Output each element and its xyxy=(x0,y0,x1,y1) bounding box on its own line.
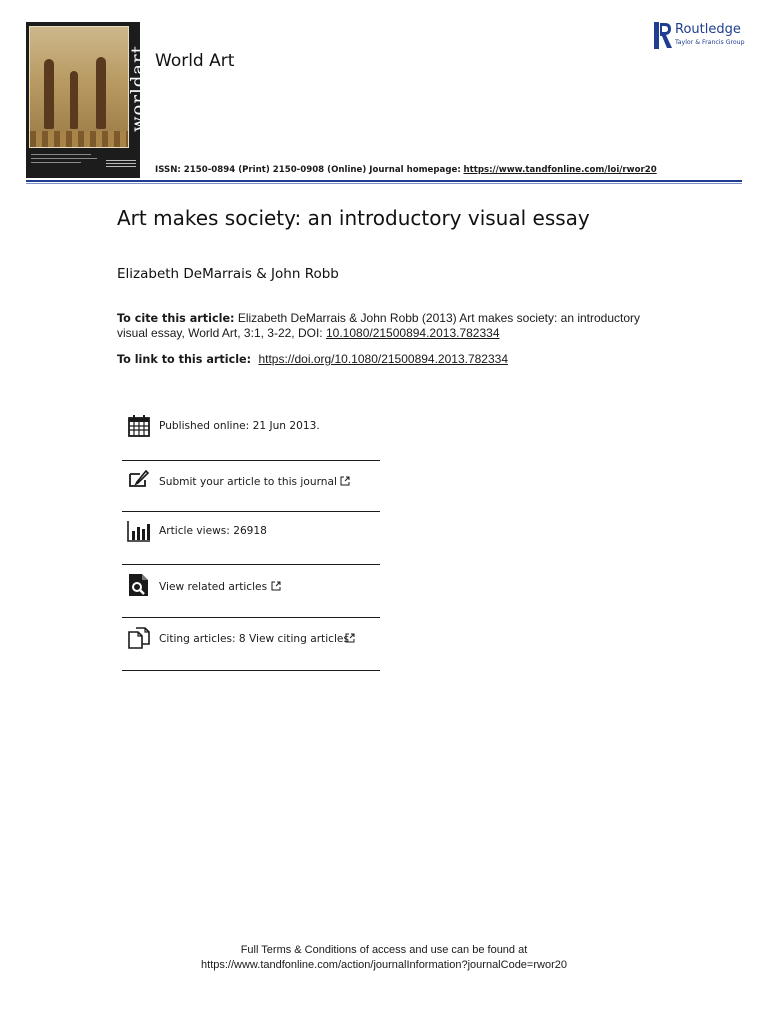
article-doi-link[interactable]: https://doi.org/10.1080/21500894.2013.782334 xyxy=(258,352,509,366)
edit-icon xyxy=(127,467,151,491)
journal-name: World Art xyxy=(155,51,235,71)
submit-article-item[interactable] xyxy=(122,460,380,512)
citation-block xyxy=(117,311,657,341)
cite-doi-link[interactable]: 10.1080/21500894.2013.782334 xyxy=(325,326,500,340)
publisher-name: Routledge xyxy=(675,22,741,37)
header-divider xyxy=(26,180,742,182)
external-link-icon xyxy=(340,476,350,486)
related-articles-item[interactable] xyxy=(122,565,380,618)
publisher-group: Taylor & Francis Group xyxy=(675,39,745,46)
cite-text: Elizabeth DeMarrais & John Robb (2013) Art makes society: an introductory visual essay, World Art, 3:1, 3-22, DOI: xyxy=(117,311,641,340)
published-online-item xyxy=(122,405,380,460)
article-link-block xyxy=(117,352,508,366)
copy-documents-icon xyxy=(127,626,151,650)
external-link-icon xyxy=(271,581,281,591)
bar-chart-icon xyxy=(127,519,151,543)
routledge-r-icon xyxy=(654,22,672,49)
related-articles-link[interactable]: View related articles xyxy=(159,581,268,593)
citing-articles-item[interactable] xyxy=(122,618,380,671)
cover-title: worldart xyxy=(127,45,149,132)
terms-footer xyxy=(0,943,768,973)
article-views-item xyxy=(122,512,380,565)
published-online-text: Published online: 21 Jun 2013. xyxy=(159,420,320,432)
cover-publisher-mark xyxy=(106,160,136,170)
cover-text-lines xyxy=(31,154,97,166)
header-divider-secondary xyxy=(26,183,742,184)
article-authors: Elizabeth DeMarrais & John Robb xyxy=(117,266,339,282)
journal-homepage-link[interactable]: https://www.tandfonline.com/loi/rwor20 xyxy=(463,165,657,175)
article-info-list xyxy=(122,405,380,671)
submit-article-link[interactable]: Submit your article to this journal xyxy=(159,476,337,488)
external-link-icon xyxy=(345,633,355,643)
terms-url[interactable]: https://www.tandfonline.com/action/journalInformation?journalCode=rwor20 xyxy=(201,959,567,971)
journal-cover-image xyxy=(26,22,149,178)
calendar-icon xyxy=(127,414,151,438)
citing-articles-link[interactable]: Citing articles: 8 View citing articles xyxy=(159,633,349,645)
article-views-text: Article views: 26918 xyxy=(159,525,267,537)
publisher-logo[interactable] xyxy=(654,22,746,50)
cite-label: To cite this article: xyxy=(117,312,235,325)
issn-line xyxy=(155,165,657,175)
search-document-icon xyxy=(127,573,151,597)
terms-text: Full Terms & Conditions of access and use can be found at xyxy=(240,944,528,956)
cover-artwork xyxy=(29,26,129,148)
issn-label: ISSN: 2150-0894 (Print) 2150-0908 (Online) Journal homepage: xyxy=(155,165,461,175)
article-title: Art makes society: an introductory visual essay xyxy=(117,206,590,230)
link-label: To link to this article: xyxy=(117,353,252,366)
